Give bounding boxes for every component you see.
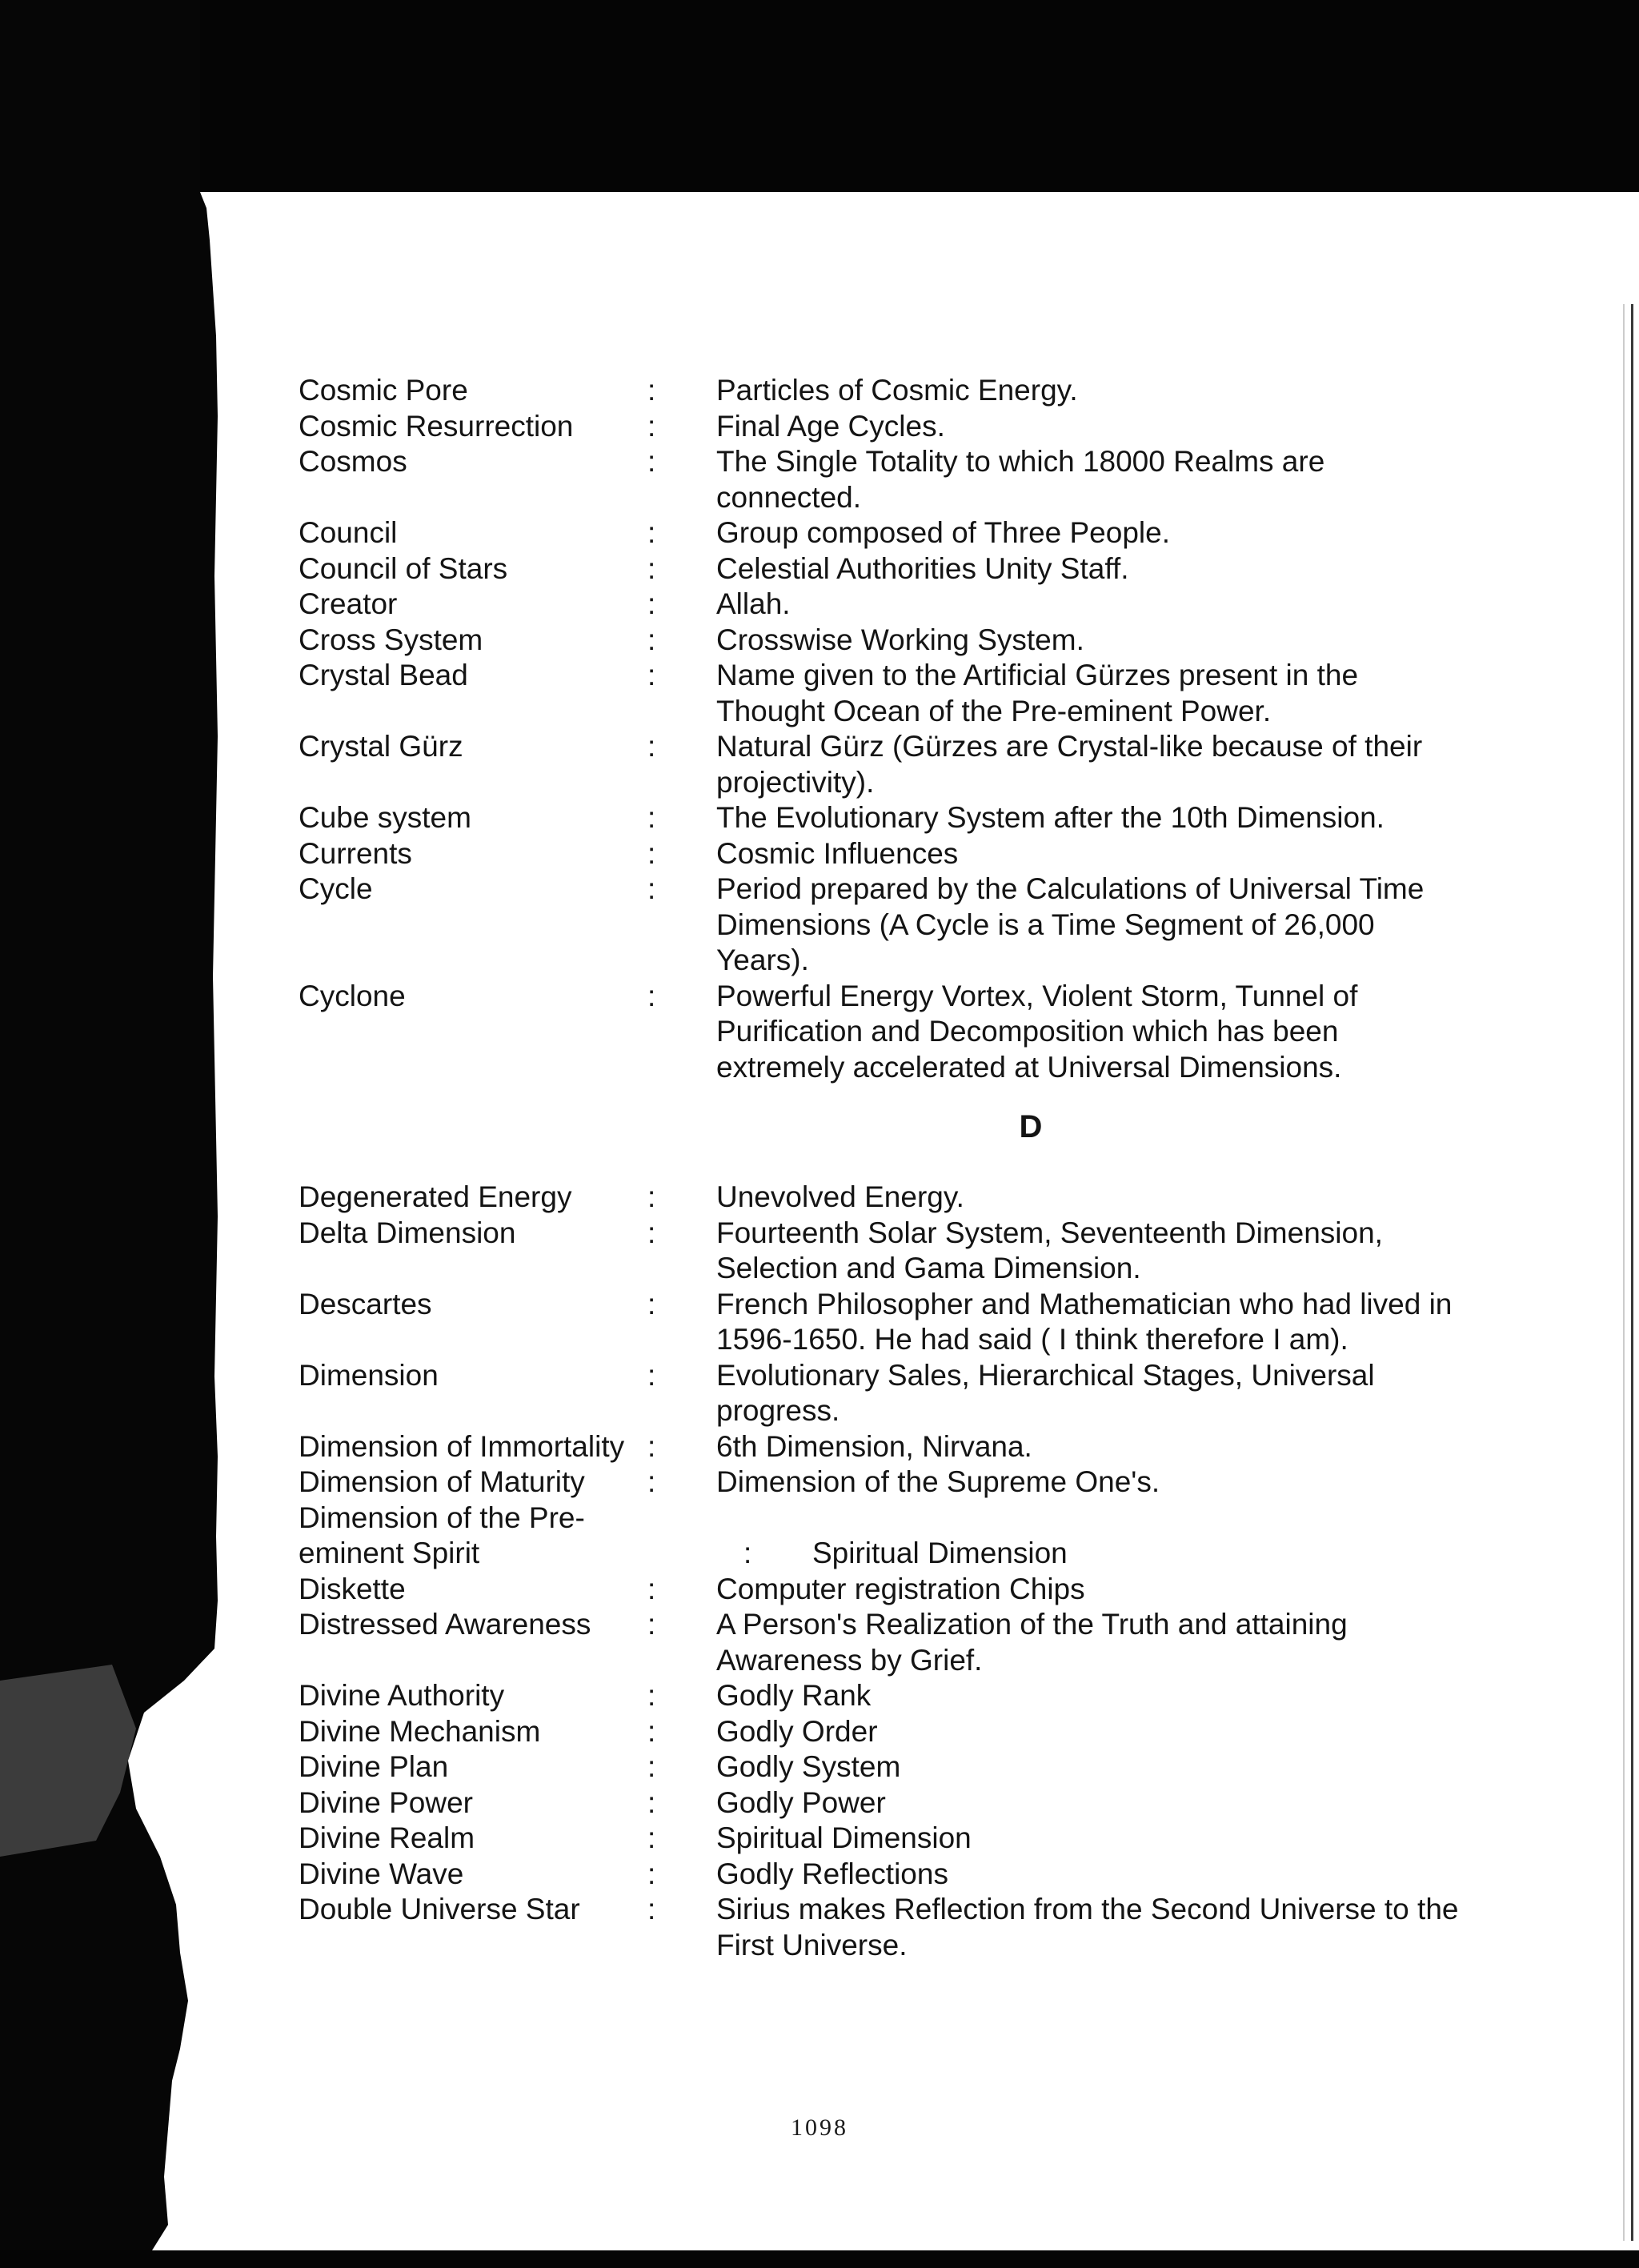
- entry-definition: Allah.: [716, 587, 791, 620]
- entry-separator: :: [647, 1608, 656, 1641]
- entry-definition: Godly System: [716, 1750, 901, 1783]
- glossary-entry: [299, 1785, 1459, 1821]
- entry-separator: :: [647, 659, 656, 691]
- entry-definition: Name given to the Artificial Gürzes present in the Thought Ocean of the Pre-eminent Power.: [716, 659, 1359, 727]
- entry-term: Council of Stars: [299, 551, 508, 585]
- entry-separator: :: [743, 1537, 752, 1569]
- entry-term: Dimension of Maturity: [299, 1465, 585, 1498]
- entry-separator: :: [647, 1180, 656, 1213]
- entry-definition: Fourteenth Solar System, Seventeenth Dimension, Selection and Gama Dimension.: [716, 1216, 1383, 1284]
- entry-term: Dimension of Immortality: [299, 1429, 625, 1463]
- entry-definition: Crosswise Working System.: [716, 623, 1084, 656]
- entry-term: Council: [299, 516, 398, 549]
- entry-term: Creator: [299, 587, 398, 620]
- entry-definition: Godly Order: [716, 1714, 878, 1748]
- entry-separator: :: [647, 1287, 656, 1320]
- entry-term: Descartes: [299, 1287, 432, 1320]
- entry-separator: :: [647, 623, 656, 656]
- entry-separator: :: [647, 730, 656, 763]
- entry-separator: :: [647, 1679, 656, 1712]
- entry-separator: :: [647, 1572, 656, 1605]
- entry-term: Cosmos: [299, 445, 407, 478]
- glossary-entry: [299, 1607, 1459, 1678]
- glossary-entry: [299, 872, 1459, 979]
- entry-term: Dimension: [299, 1358, 439, 1392]
- entry-term: Divine Realm: [299, 1821, 475, 1854]
- entry-term: Distressed Awareness: [299, 1608, 591, 1641]
- glossary-section-d: [299, 1180, 1459, 1963]
- glossary-entry: [299, 1429, 1459, 1465]
- glossary-entry: [299, 1216, 1459, 1287]
- glossary-entry: [299, 1358, 1459, 1429]
- entry-term: Cyclone: [299, 979, 406, 1012]
- entry-separator: :: [647, 445, 656, 478]
- entry-separator: :: [647, 979, 656, 1012]
- entry-definition: Spiritual Dimension: [716, 1821, 972, 1854]
- entry-separator: :: [647, 1216, 656, 1249]
- entry-separator: :: [647, 587, 656, 620]
- entry-separator: :: [647, 872, 656, 905]
- entry-term: Divine Mechanism: [299, 1714, 541, 1748]
- entry-separator: :: [647, 516, 656, 549]
- entry-definition: Group composed of Three People.: [716, 516, 1170, 549]
- glossary-page: [299, 373, 1459, 1963]
- glossary-entry: [299, 1180, 1459, 1216]
- entry-definition: French Philosopher and Mathematician who had lived in 1596-1650. He had said ( I think therefore I am).: [716, 1287, 1453, 1356]
- entry-term: Divine Authority: [299, 1679, 505, 1712]
- glossary-entry: [299, 1465, 1459, 1501]
- entry-definition: Sirius makes Reflection from the Second Universe to the First Universe.: [716, 1893, 1459, 1961]
- glossary-entry: [299, 1501, 1459, 1572]
- glossary-entry: [299, 373, 1459, 409]
- entry-term: Cube system: [299, 801, 471, 834]
- glossary-entry: [299, 444, 1459, 515]
- entry-definition: Spiritual Dimension: [812, 1537, 1068, 1569]
- glossary-entry: [299, 551, 1459, 587]
- glossary-entry: [299, 623, 1459, 659]
- entry-definition: Powerful Energy Vortex, Violent Storm, Tunnel of Purification and Decomposition which has been extremely accelerated at Universal Dimensions.: [716, 979, 1358, 1084]
- scan-edge-right: [1618, 304, 1639, 2241]
- entry-definition: Godly Reflections: [716, 1857, 948, 1890]
- entry-definition: Natural Gürz (Gürzes are Crystal-like because of their projectivity).: [716, 730, 1423, 799]
- glossary-entry: [299, 1678, 1459, 1714]
- glossary-entry: [299, 1572, 1459, 1608]
- entry-separator: :: [647, 409, 656, 443]
- entry-term: Diskette: [299, 1572, 406, 1605]
- entry-definition: Godly Power: [716, 1785, 886, 1819]
- entry-term: Divine Power: [299, 1785, 473, 1819]
- scan-border-bottom: [0, 2250, 1639, 2268]
- entry-separator: :: [647, 374, 656, 407]
- entry-term: Cycle: [299, 872, 373, 905]
- glossary-entry: [299, 587, 1459, 623]
- glossary-entry: [299, 800, 1459, 836]
- entry-separator: :: [647, 1750, 656, 1783]
- entry-definition: Cosmic Influences: [716, 836, 959, 870]
- entry-definition: Evolutionary Sales, Hierarchical Stages, Universal progress.: [716, 1358, 1375, 1427]
- glossary-entry: [299, 836, 1459, 872]
- entry-separator: :: [647, 1714, 656, 1748]
- glossary-entry: [299, 1892, 1459, 1963]
- entry-term: Cosmic Resurrection: [299, 409, 574, 443]
- entry-definition: A Person's Realization of the Truth and attaining Awareness by Grief.: [716, 1608, 1348, 1677]
- entry-separator: :: [647, 1893, 656, 1925]
- entry-definition: Particles of Cosmic Energy.: [716, 374, 1078, 407]
- glossary-entry: [299, 1714, 1459, 1750]
- glossary-entry: [299, 1821, 1459, 1857]
- entry-term: Crystal Gürz: [299, 730, 463, 763]
- entry-definition: Unevolved Energy.: [716, 1180, 964, 1213]
- glossary-entry: [299, 409, 1459, 445]
- entry-separator: :: [647, 1429, 656, 1463]
- entry-term: Cross System: [299, 623, 483, 656]
- entry-definition: Final Age Cycles.: [716, 409, 945, 443]
- entry-definition: Godly Rank: [716, 1679, 872, 1712]
- entry-term: Double Universe Star: [299, 1893, 580, 1925]
- entry-separator: :: [647, 1785, 656, 1819]
- entry-definition: The Evolutionary System after the 10th Dimension.: [716, 801, 1385, 834]
- glossary-entry: [299, 515, 1459, 551]
- glossary-entry: [299, 1287, 1459, 1358]
- glossary-entry: [299, 1749, 1459, 1785]
- glossary-entry: [299, 1857, 1459, 1893]
- entry-definition: 6th Dimension, Nirvana.: [716, 1429, 1032, 1463]
- entry-term: Crystal Bead: [299, 659, 468, 691]
- entry-term: Dimension of the Pre-eminent Spirit: [299, 1501, 585, 1569]
- entry-term: Cosmic Pore: [299, 374, 468, 407]
- entry-separator: :: [647, 1465, 656, 1498]
- entry-separator: :: [647, 801, 656, 834]
- glossary-entry: [299, 658, 1459, 729]
- page-number: 1098: [791, 2114, 848, 2141]
- entry-term: Delta Dimension: [299, 1216, 516, 1249]
- entry-definition: The Single Totality to which 18000 Realms are connected.: [716, 445, 1325, 514]
- entry-definition: Celestial Authorities Unity Staff.: [716, 551, 1129, 585]
- entry-separator: :: [647, 836, 656, 870]
- entry-term: Currents: [299, 836, 412, 870]
- entry-term: Degenerated Energy: [299, 1180, 572, 1213]
- entry-term: Divine Wave: [299, 1857, 464, 1890]
- entry-separator: :: [647, 1857, 656, 1890]
- section-heading-d: D: [1019, 1109, 1043, 1144]
- entry-definition: Dimension of the Supreme One's.: [716, 1465, 1160, 1498]
- glossary-entry: [299, 729, 1459, 800]
- glossary-section-c: [299, 373, 1459, 1085]
- entry-separator: :: [647, 1358, 656, 1392]
- entry-term: Divine Plan: [299, 1750, 449, 1783]
- entry-separator: :: [647, 551, 656, 585]
- entry-separator: :: [647, 1821, 656, 1854]
- entry-definition: Computer registration Chips: [716, 1572, 1085, 1605]
- glossary-entry: [299, 979, 1459, 1086]
- entry-definition: Period prepared by the Calculations of Universal Time Dimensions (A Cycle is a Time Segment of 26,000 Years).: [716, 872, 1425, 976]
